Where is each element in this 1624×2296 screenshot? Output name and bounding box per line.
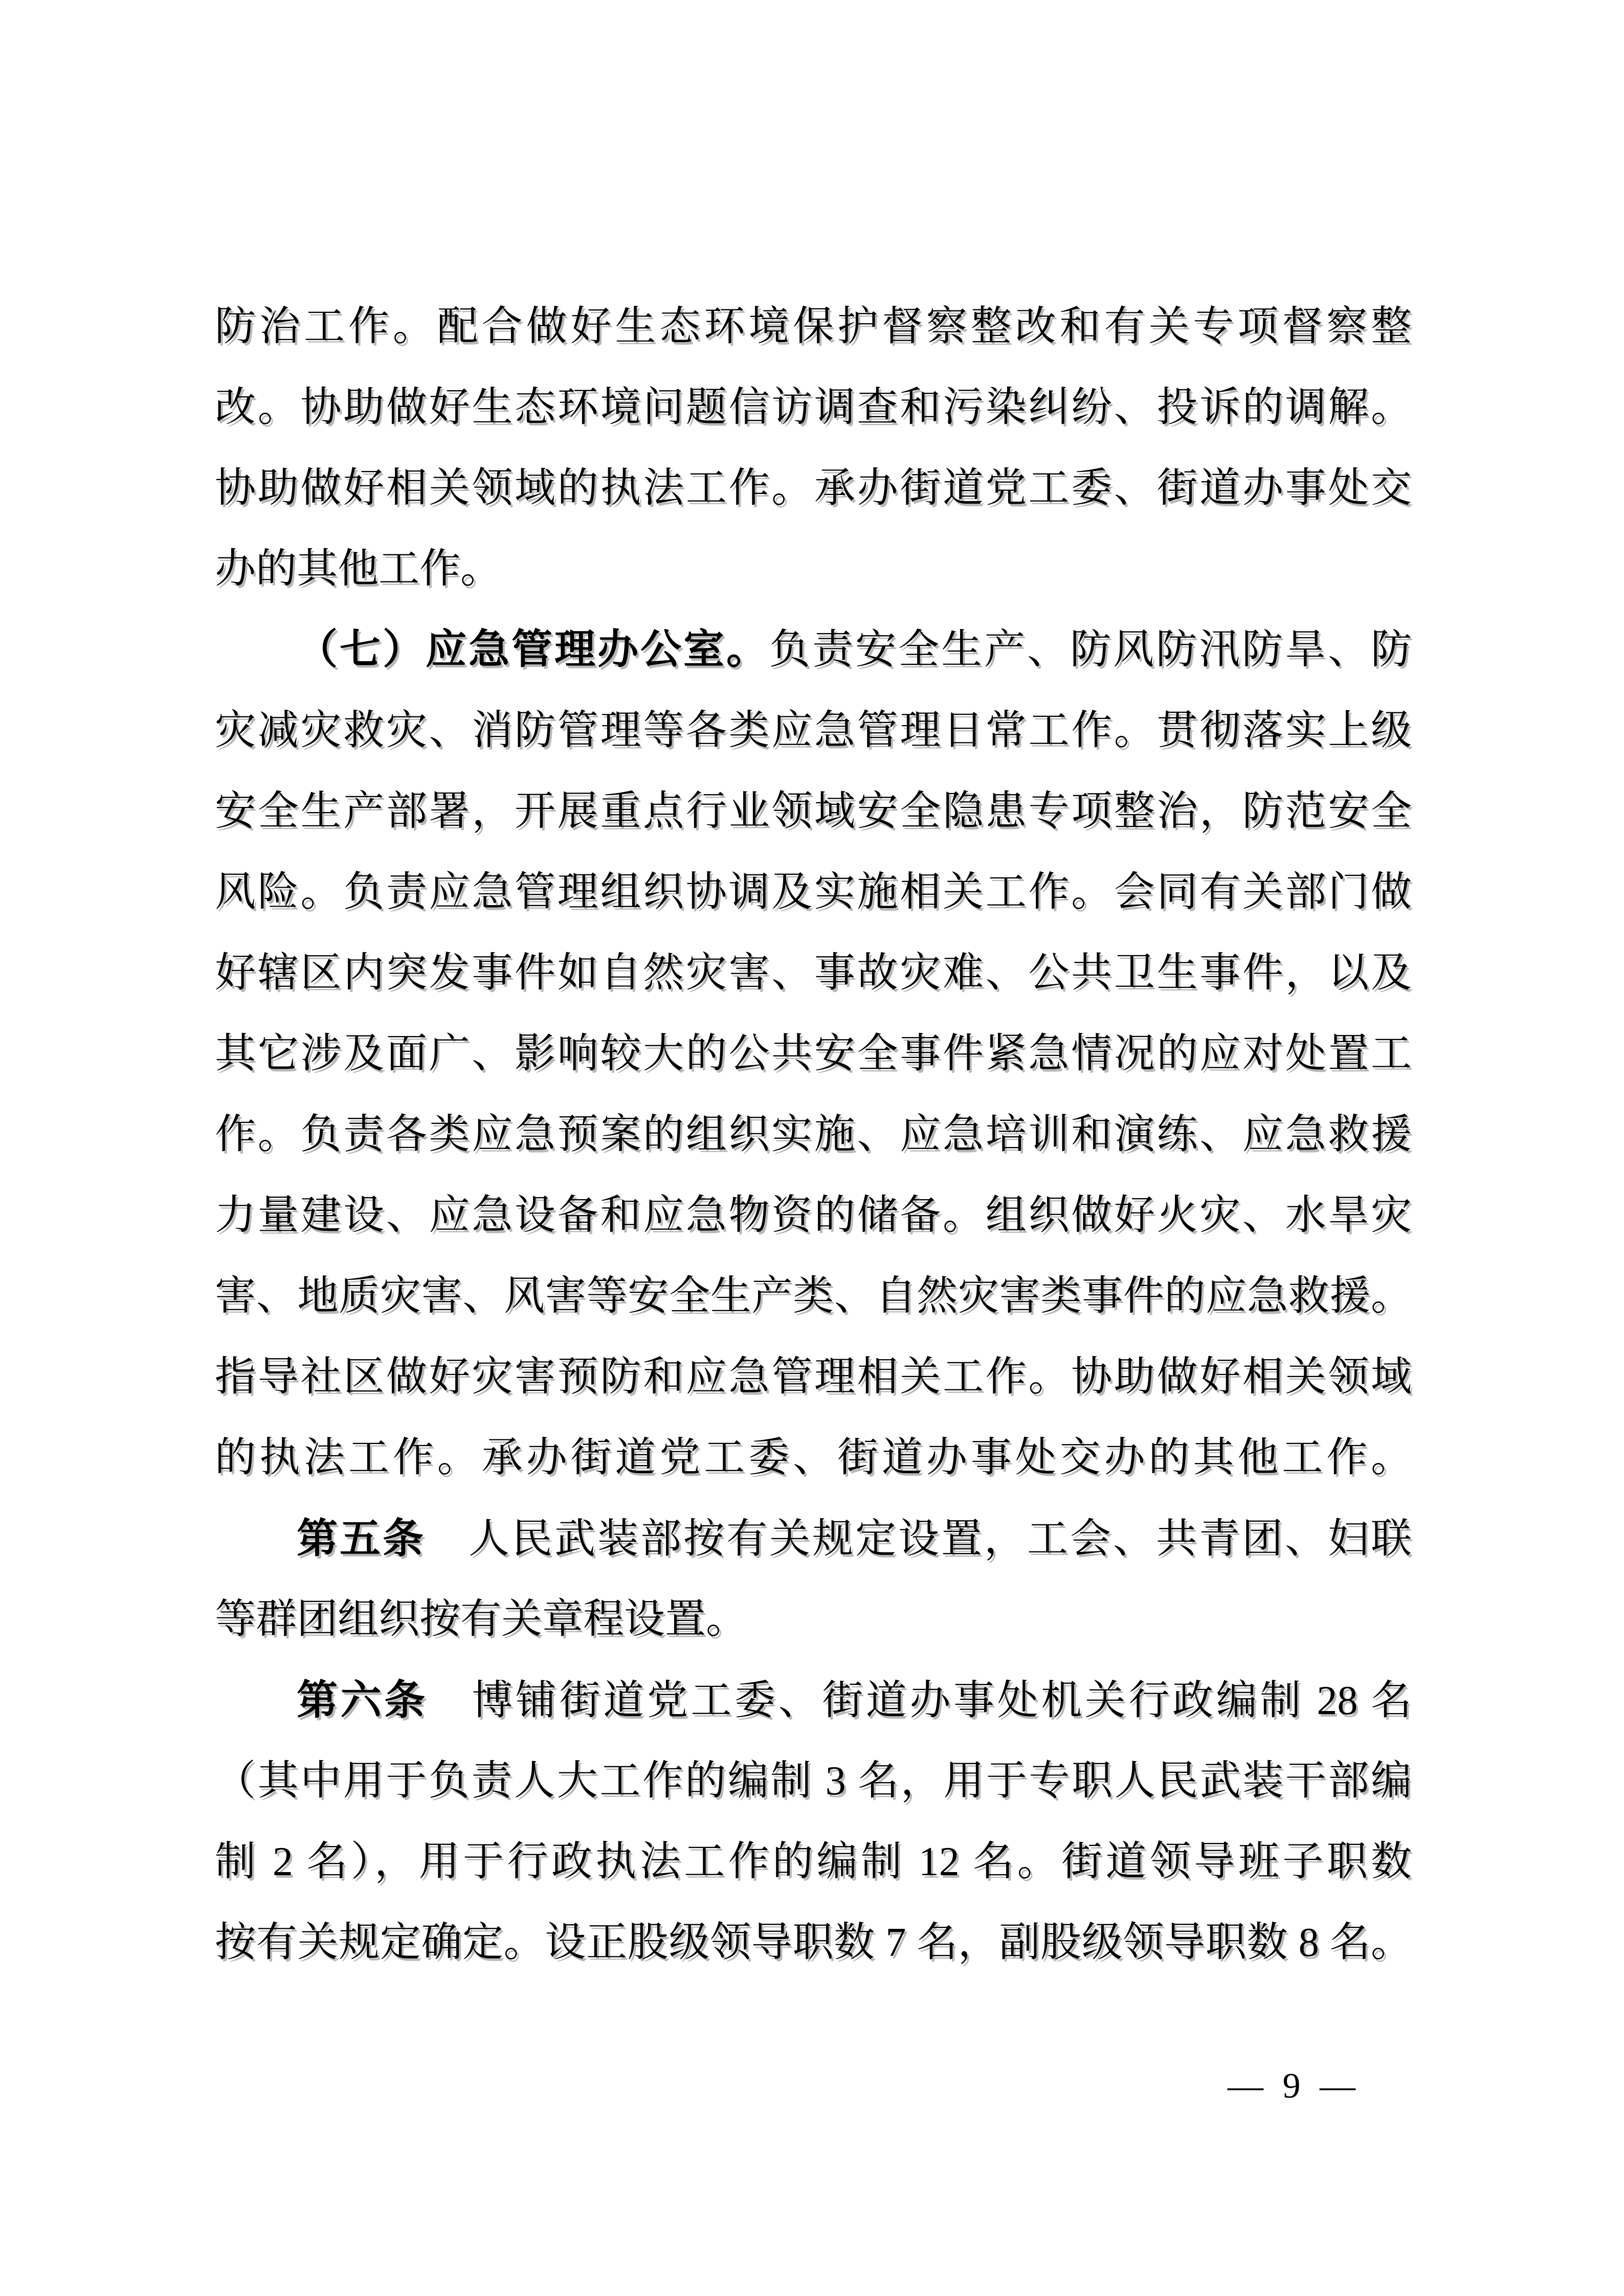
text-line xyxy=(215,1741,1412,1821)
body-text: 作。负责各类应急预案的组织实施、应急培训和演练、应急救援 xyxy=(215,1112,1412,1157)
text-line xyxy=(215,610,1412,690)
page-number: — 9 — xyxy=(1228,2066,1361,2106)
text-line xyxy=(215,367,1412,448)
text-line xyxy=(215,1902,1412,1983)
text-line xyxy=(215,1094,1412,1175)
document-body xyxy=(215,286,1412,1983)
body-text: 办的其他工作。 xyxy=(215,547,501,592)
body-text: 力量建设、应急设备和应急物资的储备。组织做好火灾、水旱灾 xyxy=(215,1193,1412,1238)
text-line xyxy=(215,448,1412,529)
text-line xyxy=(215,1821,1412,1902)
body-text: 协助做好相关领域的执法工作。承办街道党工委、街道办事处交 xyxy=(215,466,1412,511)
body-text: 指导社区做好灾害预防和应急管理相关工作。协助做好相关领域 xyxy=(215,1355,1412,1400)
body-text: 防治工作。配合做好生态环境保护督察整改和有关专项督察整 xyxy=(215,304,1412,349)
section-heading-text: 第五条 xyxy=(297,1516,426,1561)
body-text: 博铺街道党工委、街道办事处机关行政编制 28 名 xyxy=(428,1678,1412,1723)
text-line xyxy=(215,1256,1412,1337)
text-line xyxy=(215,933,1412,1014)
body-text: 人民武装部按有关规定设置，工会、共青团、妇联 xyxy=(426,1517,1412,1562)
text-line xyxy=(215,1660,1412,1741)
text-line xyxy=(215,1337,1412,1417)
text-line xyxy=(215,852,1412,933)
text-line xyxy=(215,286,1412,367)
text-line xyxy=(215,1014,1412,1094)
section-heading-text: （七）应急管理办公室。 xyxy=(297,627,769,672)
body-text: 安全生产部署，开展重点行业领域安全隐患专项整治，防范安全 xyxy=(215,789,1412,834)
body-text: 风险。负责应急管理组织协调及实施相关工作。会同有关部门做 xyxy=(215,870,1412,915)
text-line xyxy=(215,1579,1412,1660)
body-text: 等群团组织按有关章程设置。 xyxy=(215,1597,747,1642)
body-text: 好辖区内突发事件如自然灾害、事故灾难、公共卫生事件，以及 xyxy=(215,951,1412,996)
text-line xyxy=(215,529,1412,610)
section-heading-text: 第六条 xyxy=(297,1677,428,1723)
body-text: 灾减灾救灾、消防管理等各类应急管理日常工作。贯彻落实上级 xyxy=(215,708,1412,753)
text-line xyxy=(215,1175,1412,1256)
body-text: 负责安全生产、防风防汛防旱、防 xyxy=(769,627,1412,672)
body-text: 害、地质灾害、风害等安全生产类、自然灾害类事件的应急救援。 xyxy=(215,1274,1412,1319)
body-text: 其它涉及面广、影响较大的公共安全事件紧急情况的应对处置工 xyxy=(215,1031,1412,1076)
body-text: （其中用于负责人大工作的编制 3 名，用于专职人民武装干部编 xyxy=(215,1759,1412,1804)
text-line xyxy=(215,1498,1412,1579)
text-line xyxy=(215,1417,1412,1498)
body-text: 改。协助做好生态环境问题信访调查和污染纠纷、投诉的调解。 xyxy=(215,385,1412,430)
text-line xyxy=(215,771,1412,852)
body-text: 的执法工作。承办街道党工委、街道办事处交办的其他工作。 xyxy=(215,1435,1412,1480)
body-text: 按有关规定确定。设正股级领导职数 7 名，副股级领导职数 8 名。 xyxy=(215,1920,1412,1965)
text-line xyxy=(215,690,1412,771)
body-text: 制 2 名），用于行政执法工作的编制 12 名。街道领导班子职数 xyxy=(215,1839,1412,1884)
